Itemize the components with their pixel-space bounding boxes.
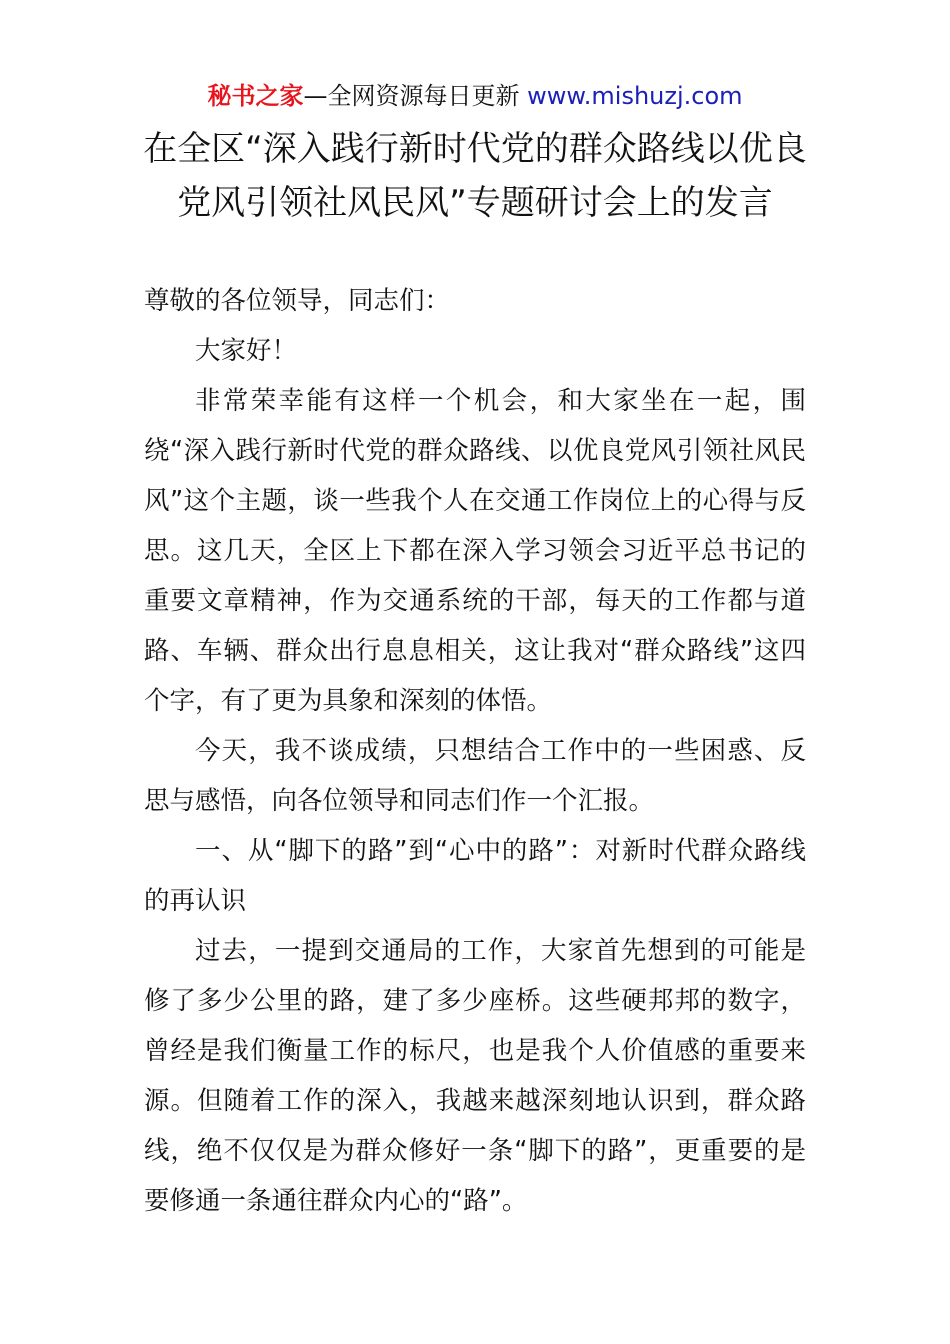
- title-line-2: 党风引领社风民风”专题研讨会上的发言: [177, 183, 773, 223]
- paragraph-2: 今天，我不谈成绩，只想结合工作中的一些困惑、反思与感悟，向各位领导和同志们作一个汇报。: [144, 736, 806, 816]
- watermark-header: [0, 80, 950, 112]
- greeting: 大家好！: [195, 336, 298, 366]
- salutation: 尊敬的各位领导，同志们：: [144, 286, 451, 316]
- paragraph-3: 过去，一提到交通局的工作，大家首先想到的可能是修了多少公里的路，建了多少座桥。这些硬邦邦的数字，曾经是我们衡量工作的标尺，也是我个人价值感的重要来源。但随着工作的深入，我越来越深刻地认识到，群众路线，绝不仅仅是为群众修好一条“脚下的路”，更重要的是要修通一条通往群众内心的“路”。: [144, 936, 806, 1216]
- paragraph-1: 非常荣幸能有这样一个机会，和大家坐在一起，围绕“深入践行新时代党的群众路线、以优良党风引领社风民风”这个主题，谈一些我个人在交通工作岗位上的心得与反思。这几天，全区上下都在深入学习领会习近平总书记的重要文章精神，作为交通系统的干部，每天的工作都与道路、车辆、群众出行息息相关，这让我对“群众路线”这四个字，有了更为具象和深刻的体悟。: [144, 386, 806, 716]
- site-url-link[interactable]: www.mishuzj.com: [527, 82, 743, 110]
- document-title: [0, 122, 950, 230]
- title-line-1: 在全区“深入践行新时代党的群众路线以优良: [143, 129, 807, 169]
- brand-name: 秘书之家: [207, 82, 304, 110]
- document-body: [144, 276, 806, 1226]
- header-tagline: —全网资源每日更新: [303, 82, 528, 110]
- section-1-heading: 一、从“脚下的路”到“心中的路”：对新时代群众路线的再认识: [144, 836, 806, 916]
